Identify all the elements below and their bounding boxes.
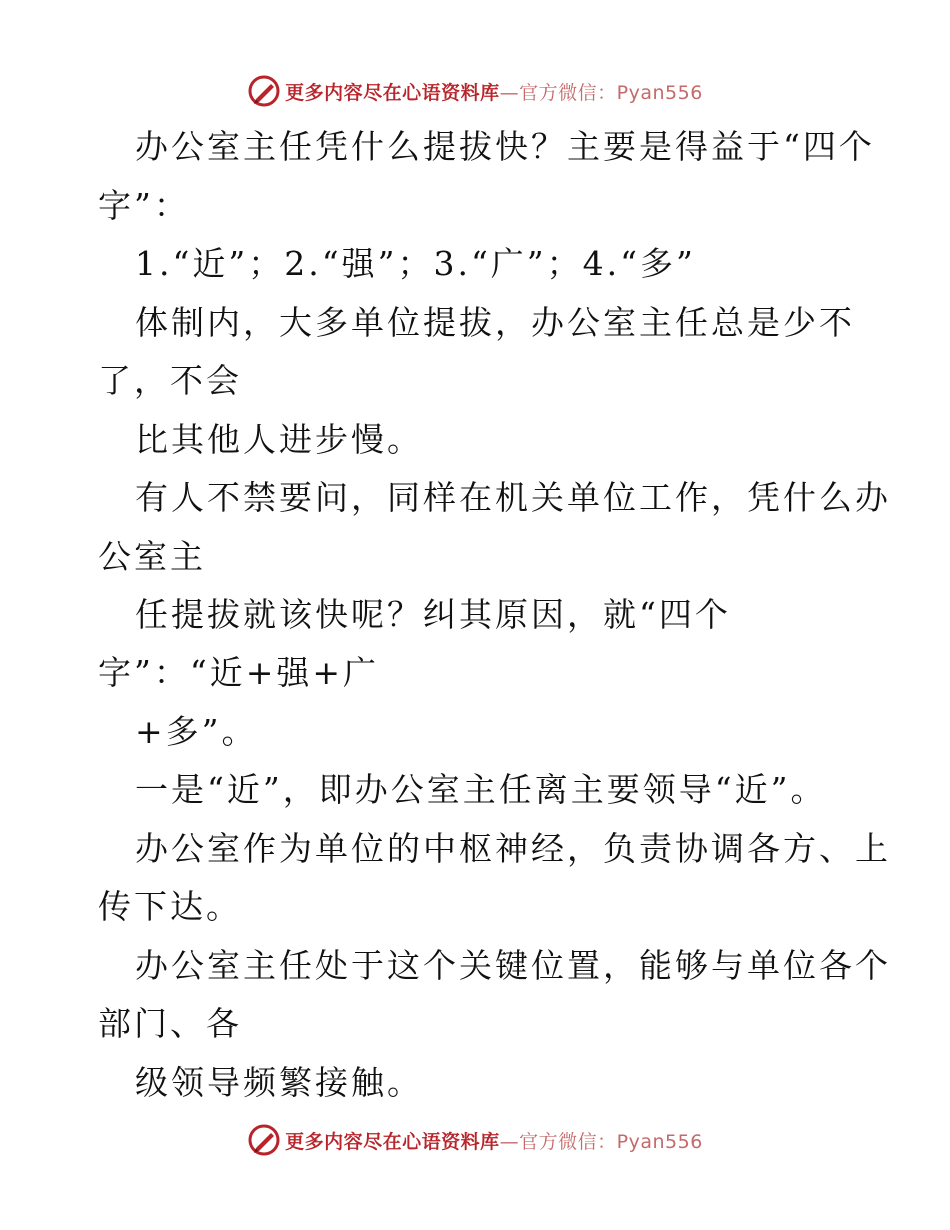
text-line: 一是“近”，即办公室主任离主要领导“近”。 xyxy=(135,770,827,809)
header-banner-text: 更多内容尽在心语资料库—官方微信：Pyan556 xyxy=(285,81,703,104)
text-line: 了，不会 xyxy=(98,361,242,400)
text-line: 比其他人进步慢。 xyxy=(135,420,423,459)
text-line: 传下达。 xyxy=(98,887,242,926)
text-line: +多”。 xyxy=(135,712,258,751)
text-line: 有人不禁要问，同样在机关单位工作，凭什么办 xyxy=(135,478,891,517)
text-line: 级领导频繁接触。 xyxy=(135,1063,423,1102)
text-line: 1.“近”；2.“强”；3.“广”；4.“多” xyxy=(135,244,696,283)
text-line: 体制内，大多单位提拔，办公室主任总是少不 xyxy=(135,303,855,342)
text-line: 字”： xyxy=(98,186,190,225)
text-line: 字”：“近+强+广 xyxy=(98,653,380,692)
footer-banner-text: 更多内容尽在心语资料库—官方微信：Pyan556 xyxy=(285,1130,703,1153)
text-line: 办公室主任凭什么提拔快？主要是得益于“四个 xyxy=(135,127,875,166)
text-line: 办公室作为单位的中枢神经，负责协调各方、上 xyxy=(135,829,891,868)
text-line: 办公室主任处于这个关键位置，能够与单位各个 xyxy=(135,946,891,985)
pen-logo-icon xyxy=(247,1123,281,1157)
text-line: 公室主 xyxy=(98,537,206,576)
text-line: 部门、各 xyxy=(98,1004,242,1043)
footer-banner xyxy=(0,1120,950,1160)
text-line: 任提拔就该快呢？纠其原因，就“四个 xyxy=(135,595,731,634)
